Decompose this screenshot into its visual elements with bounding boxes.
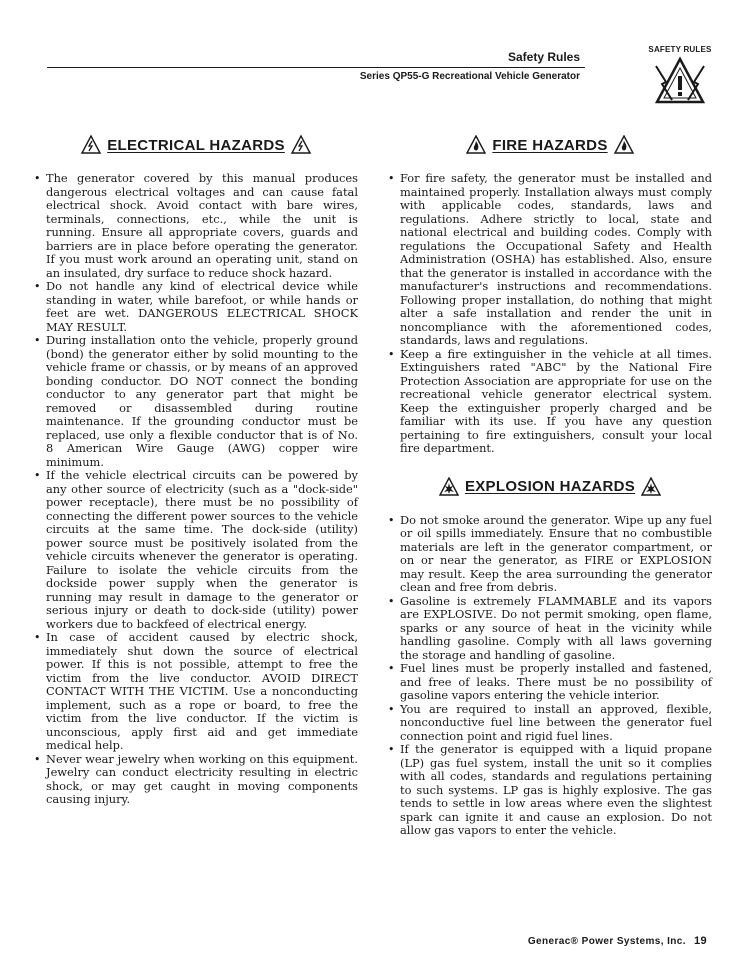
page-footer <box>528 935 707 947</box>
section-spacer <box>388 456 712 474</box>
list-item: • For fire safety, the generator must be installed and maintained properly. Installation always must comply with applicable codes, standards, laws and regulations. Adhere strictly to local, state and national electrical and building codes. Comply with regulations the Occupational Safety and Health Administration (OSHA) has established. Also, ensure that the generator is installed in accordance with the manufacturer's instructions and recommendations. Following proper installation, do nothing that might alter a safe installation and render the unit in noncompliance with the aforementioned codes, standards, laws and regulations. <box>388 172 712 348</box>
list-item: • Do not smoke around the generator. Wipe up any fuel or oil spills immediately. Ensure that no combustible materials are left in the generator compartment, or on or near the generator, as FIRE or EXPLOSION may result. Keep the area surrounding the generator clean and free from debris. <box>388 514 712 595</box>
list-item: • In case of accident caused by electric shock, immediately shut down the source of electrical power. If this is not possible, attempt to free the victim from the live conductor. AVOID DIRECT CONTACT WITH THE VICTIM. Use a nonconducting implement, such as a rope or board, to free the victim from the live conductor. If the victim is unconscious, apply first aid and get immediate medical help. <box>34 631 358 753</box>
electrical-hazards-heading <box>34 132 358 158</box>
electrical-hazard-icon <box>81 135 101 155</box>
badge-label: SAFETY RULES <box>648 45 712 54</box>
electrical-warning-icon <box>654 56 706 106</box>
list-item: • Do not handle any kind of electrical device while standing in water, while barefoot, or while hands or feet are wet. DANGEROUS ELECTRICAL SHOCK MAY RESULT. <box>34 280 358 334</box>
page-header-subtitle: Series QP55-G Recreational Vehicle Generator <box>359 71 580 82</box>
electrical-hazard-icon <box>291 135 311 155</box>
list-item: • Gasoline is extremely FLAMMABLE and its vapors are EXPLOSIVE. Do not permit smoking, open flame, sparks or any source of heat in the vicinity while handling gasoline. Comply with all laws governing the storage and handling of gasoline. <box>388 595 712 663</box>
explosion-hazard-icon <box>641 477 661 497</box>
left-column <box>34 132 358 807</box>
list-item: • If the vehicle electrical circuits can be powered by any other source of electricity (such as a "dock-side" power receptacle), there must be no possibility of connecting the different power sources to the vehicle circuits at the same time. The dock-side (utility) power source must be positively isolated from the vehicle circuits whenever the generator is operating. Failure to isolate the vehicle circuits from the dockside power supply when the generator is running may result in damage to the generator or serious injury or death to dock-side (utility) power workers due to backfeed of electrical energy. <box>34 469 358 631</box>
electrical-hazards-list <box>34 172 358 807</box>
list-item: • During installation onto the vehicle, properly ground (bond) the generator either by solid mounting to the vehicle frame or chassis, or by means of an approved bonding conductor. DO NOT connect the bonding conductor to any generator part that might be removed or disassembled during routine maintenance. If the grounding conductor must be replaced, use only a flexible conductor that is of No. 8 American Wire Gauge (AWG) copper wire minimum. <box>34 334 358 469</box>
fire-hazards-title: FIRE HAZARDS <box>492 136 608 154</box>
explosion-hazards-heading <box>388 474 712 500</box>
list-item: • Never wear jewelry when working on this equipment. Jewelry can conduct electricity resulting in electric shock, or may get caught in moving components causing injury. <box>34 753 358 807</box>
list-item: • The generator covered by this manual produces dangerous electrical voltages and can cause fatal electrical shock. Avoid contact with bare wires, terminals, connections, etc., while the unit is running. Ensure all appropriate covers, guards and barriers are in place before operating the generator. If you must work around an operating unit, stand on an insulated, dry surface to reduce shock hazard. <box>34 172 358 280</box>
page-number: 19 <box>693 935 707 947</box>
right-column <box>388 132 712 838</box>
electrical-hazards-title: ELECTRICAL HAZARDS <box>107 136 285 154</box>
explosion-hazards-title: EXPLOSION HAZARDS <box>464 478 636 495</box>
page-header-title: Safety Rules <box>507 50 580 64</box>
list-item: • If the generator is equipped with a liquid propane (LP) gas fuel system, install the unit so it complies with all codes, standards and regulations pertaining to such systems. LP gas is highly explosive. The gas tends to settle in low areas where even the slightest spark can ignite it and cause an explosion. Do not allow gas vapors to enter the vehicle. <box>388 743 712 838</box>
list-item: • Keep a fire extinguisher in the vehicle at all times. Extinguishers rated "ABC" by the National Fire Protection Association are appropriate for use on the recreational vehicle generator electrical system. Keep the extinguisher properly charged and be familiar with its use. If you have any question pertaining to fire extinguishers, consult your local fire department. <box>388 348 712 456</box>
fire-hazards-list <box>388 172 712 456</box>
safety-rules-badge <box>645 45 715 110</box>
header-divider <box>47 67 585 68</box>
fire-hazard-icon <box>466 135 486 155</box>
fire-hazard-icon <box>614 135 634 155</box>
fire-hazards-heading <box>388 132 712 158</box>
footer-company: Generac® Power Systems, Inc. <box>527 936 686 947</box>
explosion-hazards-list <box>388 514 712 838</box>
list-item: • Fuel lines must be properly installed and fastened, and free of leaks. There must be no possibility of gasoline vapors entering the vehicle interior. <box>388 662 712 703</box>
explosion-hazard-icon <box>439 477 459 497</box>
list-item: • You are required to install an approved, flexible, nonconductive fuel line between the generator fuel connection point and rigid fuel lines. <box>388 703 712 744</box>
